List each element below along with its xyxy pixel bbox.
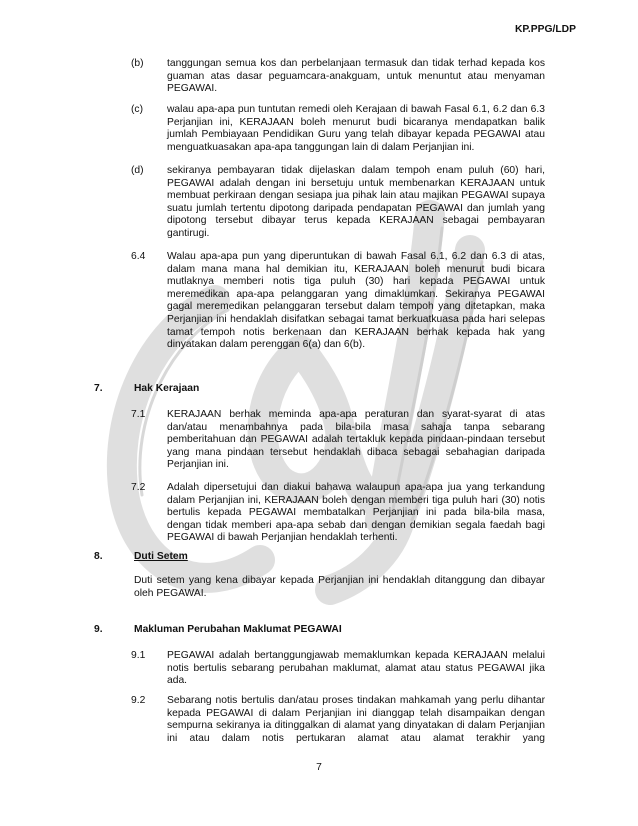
clause-text: PEGAWAI adalah bertanggungjawab memaklumkan kepada KERAJAAN melalui notis bertulis sebarang perubahan maklumat, alamat atau status PEGAWAI jika ada. [167, 650, 545, 687]
paragraph-text: Duti setem yang kena dibayar kepada Perjanjian ini hendaklah ditanggung dan dibayar oleh PEGAWAI. [134, 575, 545, 599]
clause-label: (c) [131, 104, 144, 115]
clause-text: tanggungan semua kos dan perbelanjaan termasuk dan tidak terhad kepada kos guaman atas dasar peguamcara-anakguam, untuk menuntut atau menyaman PEGAWAI. [167, 58, 545, 95]
clause-label: 6.4 [131, 251, 146, 262]
clause-text: Adalah dipersetujui dan diakui bahawa walaupun apa-apa jua yang terkandung dalam Perjanjian ini, KERAJAAN boleh dengan memberi tiga puluh hari (30) notis bertulis kepada PEGAWAI membatalkan Perjanjian ini pada bila-bila masa, dengan tidak memberi apa-apa sebab dan dengan demikian segala faedah bagi PEGAWAI di bawah Perjanjian hendaklah terhenti. [167, 482, 545, 544]
clause-label: 7.1 [131, 409, 146, 420]
clause-c [0, 104, 638, 156]
section-heading-9 [94, 624, 544, 638]
page-number: 7 [316, 762, 322, 773]
clause-label: (b) [131, 58, 144, 69]
section-title: Hak Kerajaan [134, 383, 200, 394]
section-number: 7. [94, 383, 103, 394]
section-heading-7 [94, 383, 544, 397]
clause-label: 9.2 [131, 695, 146, 706]
section-title: Makluman Perubahan Maklumat PEGAWAI [134, 624, 342, 635]
clause-9-1 [0, 650, 638, 690]
clause-6-4 [0, 251, 638, 355]
clause-b [0, 58, 638, 98]
section-title: Duti Setem [134, 551, 188, 562]
section-heading-8 [94, 551, 544, 565]
clause-d [0, 165, 638, 245]
clause-text: sekiranya pembayaran tidak dijelaskan dalam tempoh enam puluh (60) hari, PEGAWAI adalah dengan ini bersetuju untuk membenarkan KERAJAAN untuk membuat perkiraan dengan sesiapa jua pihak lain atau majikan PEGAWAI supaya suatu jumlah tertentu dipotong daripada pendapatan PEGAWAI dan jumlah yang dipotong tersebut dibayar terus kepada KERAJAAN sebagai pembayaran gantirugi. [167, 165, 545, 239]
document-reference: KP.PPG/LDP [514, 24, 576, 35]
section-number: 8. [94, 551, 103, 562]
clause-text: walau apa-apa pun tuntutan remedi oleh Kerajaan di bawah Fasal 6.1, 6.2 dan 6.3 Perjanjian ini, KERAJAAN boleh menurut budi bicaranya mendapatkan balik jumlah Pembiayaan Pendidikan Guru yang telah dibayar kepada PEGAWAI atau menguatkuasakan apa-apa tanggungan lain di dalam Perjanjian ini. [167, 104, 545, 153]
clause-text: Sebarang notis bertulis dan/atau proses tindakan mahkamah yang perlu dihantar kepada PEGAWAI di dalam Perjanjian ini dianggap telah disampaikan dengan sempurna sekiranya ia ditinggalkan di alamat yang dinyatakan di dalam Perjanjian ini atau dalam notis pertukaran alamat atau alamat terakhir yang [167, 695, 545, 744]
section-8-body [0, 575, 638, 603]
clause-7-1 [0, 409, 638, 475]
section-number: 9. [94, 624, 103, 635]
clause-label: 7.2 [131, 482, 146, 493]
clause-text: Walau apa-apa pun yang diperuntukan di bawah Fasal 6.1, 6.2 dan 6.3 di atas, dalam mana mana hal demikian itu, KERAJAAN boleh menurut budi bicara mutlaknya memberi notis tiga puluh (30) hari kepada PEGAWAI untuk meremedikan apa-apa pelanggaran yang dimaklumkan. Sekiranya PEGAWAI gagal meremedikan pelanggaran tersebut dalam tempoh yang ditetapkan, maka Perjanjian ini hendaklah disifatkan sebagai tamat berkuatkuasa pada hari selepas tamat tempoh notis berkenaan dan KERAJAAN berhak kepada hak yang dinyatakan dalam perenggan 6(a) dan 6(b). [167, 251, 545, 351]
clause-label: 9.1 [131, 650, 146, 661]
clause-label: (d) [131, 165, 144, 176]
clause-7-2 [0, 482, 638, 548]
clause-9-2 [0, 695, 638, 749]
clause-text: KERAJAAN berhak meminda apa-apa peraturan dan syarat-syarat di atas dan/atau menambahnya pada bila-bila masa sahaja tanpa sebarang pemberitahuan dan PEGAWAI adalah tertakluk kepada pindaan-pindaan tersebut yang mana pindaan tersebut hendaklah dibaca sebagai sebahagian daripada Perjanjian ini. [167, 409, 545, 471]
